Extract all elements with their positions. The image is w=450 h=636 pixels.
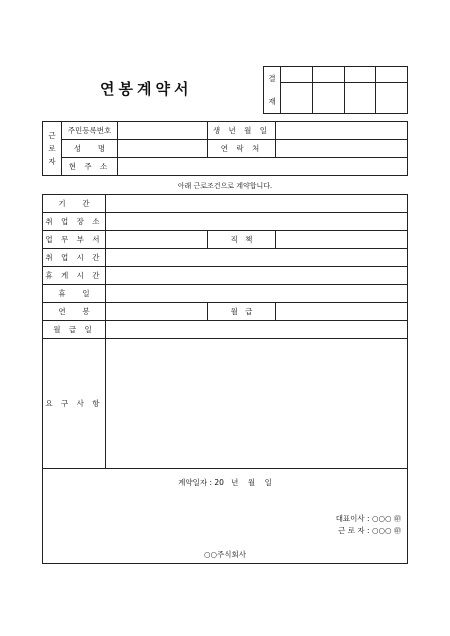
ceo-sign-line [336, 513, 401, 524]
approval-cell-sign-3[interactable] [344, 83, 376, 114]
period-field[interactable] [106, 195, 408, 213]
approval-cell-head-3 [344, 67, 376, 83]
workplace-field[interactable] [106, 213, 408, 231]
position-field[interactable] [276, 231, 408, 249]
worker-info-table [42, 121, 408, 176]
period-label: 기 간 [43, 195, 106, 213]
department-field[interactable] [106, 231, 208, 249]
approval-cell-head-4 [376, 67, 408, 83]
worker-sign: 근 로 자 : ○○○ [338, 526, 392, 535]
worker-group-label [43, 122, 62, 176]
name-field[interactable] [118, 140, 208, 158]
address-field[interactable] [118, 158, 408, 176]
phone-field[interactable] [276, 140, 408, 158]
approval-cell-sign-4[interactable] [376, 83, 408, 114]
worker-group-char: 로 [48, 144, 56, 153]
requirements-label: 요 구 사 항 [43, 339, 106, 469]
approval-label-1: 결 [268, 74, 276, 83]
monthly-field[interactable] [276, 303, 408, 321]
company-name: ○○주식회사 [203, 550, 247, 559]
approval-cell-head-1 [281, 67, 313, 83]
seal-icon: ㊞ [394, 515, 401, 523]
position-label: 직 책 [208, 231, 276, 249]
contract-date: 계약일자 : 20 년 월 일 [178, 478, 272, 487]
ceo-sign: 대표이사 : ○○○ [335, 514, 392, 523]
page-title: 연봉계약서 [100, 80, 193, 98]
department-label: 업 무 부 서 [43, 231, 106, 249]
break-time-label: 휴 게 시 간 [43, 267, 106, 285]
payday-label: 월 급 일 [43, 321, 106, 339]
approval-label-2: 재 [268, 97, 276, 106]
work-hours-label: 취 업 시 간 [43, 249, 106, 267]
seal-icon: ㊞ [394, 527, 401, 535]
payday-field[interactable] [106, 321, 408, 339]
approval-cell-sign-1[interactable] [281, 83, 313, 114]
approval-cell-sign-2[interactable] [312, 83, 344, 114]
approval-cell-head-2 [312, 67, 344, 83]
rrn-label: 주민등록번호 [62, 122, 118, 140]
workplace-label: 취 업 장 소 [43, 213, 106, 231]
name-label: 성 명 [62, 140, 118, 158]
terms-table [42, 194, 408, 564]
worker-group-char: 근 [48, 131, 56, 140]
break-time-field[interactable] [106, 267, 408, 285]
contract-note: 아래 근로조건으로 계약합니다. [177, 182, 273, 190]
worker-group-char: 자 [48, 157, 56, 166]
salary-field[interactable] [106, 303, 208, 321]
work-hours-field[interactable] [106, 249, 408, 267]
salary-label: 연 봉 [43, 303, 106, 321]
holiday-field[interactable] [106, 285, 408, 303]
approval-label-box [264, 67, 281, 114]
worker-sign-line [338, 525, 401, 536]
requirements-field[interactable] [106, 339, 408, 469]
address-label: 현 주 소 [62, 158, 118, 176]
rrn-field[interactable] [118, 122, 208, 140]
phone-label: 연 락 처 [208, 140, 276, 158]
approval-box [263, 66, 408, 114]
birth-field[interactable] [276, 122, 408, 140]
birth-label: 생 년 월 일 [208, 122, 276, 140]
monthly-label: 월 급 [208, 303, 276, 321]
signature-section [43, 469, 408, 564]
holiday-label: 휴 일 [43, 285, 106, 303]
